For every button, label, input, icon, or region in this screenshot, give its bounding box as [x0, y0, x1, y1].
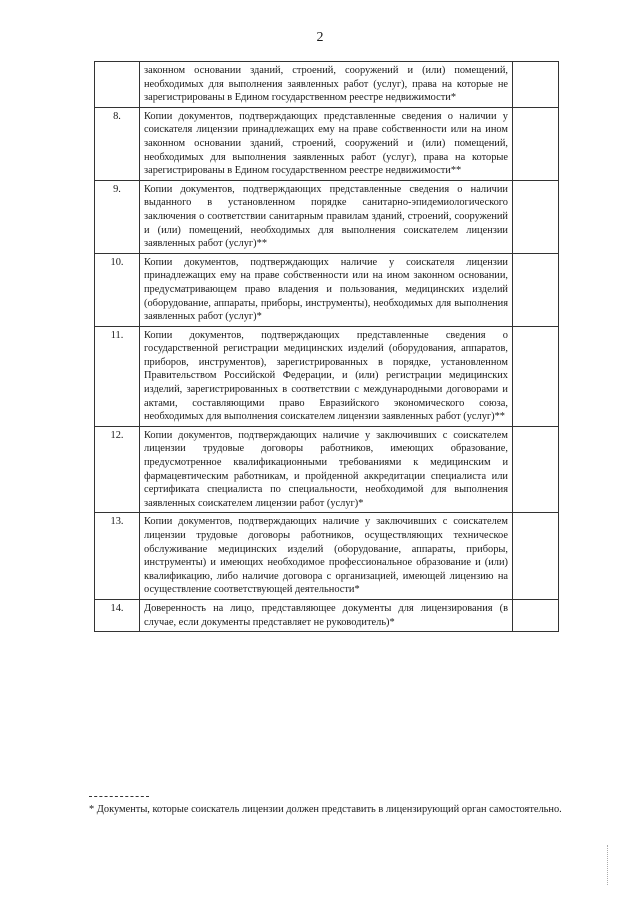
row-number: 9.: [95, 180, 140, 253]
table-row: [95, 426, 559, 513]
row-empty-cell: [513, 253, 559, 326]
row-empty-cell: [513, 62, 559, 108]
row-description: Копии документов, подтверждающих наличие у заключивших с соискателем лицензии трудовые договоры работников, осуществляющих техническое обслуживание медицинских изделий (оборудование, аппараты, приборы, инструменты) и имеющих необходимое профессиональное образование и (или) квалификацию, либо наличие договора с организацией, имеющей лицензию на осуществление соответствующей деятельности*: [140, 513, 513, 600]
row-number: 8.: [95, 107, 140, 180]
row-number: 14.: [95, 599, 140, 631]
row-empty-cell: [513, 107, 559, 180]
footnote: * Документы, которые соискатель лицензии должен представить в лицензирующий орган самостоятельно.: [89, 804, 562, 815]
row-empty-cell: [513, 426, 559, 513]
table-row: [95, 107, 559, 180]
table-row: [95, 253, 559, 326]
row-description: Копии документов, подтверждающих представленные сведения о наличии у соискателя лицензии принадлежащих ему на праве собственности или на ином законном основании зданий, строений, сооружений и (или) помещений, необходимых для выполнения заявленных работ (услуг), права на которые зарегистрированы в Едином государственном реестре недвижимости**: [140, 107, 513, 180]
footnote-separator: [89, 796, 149, 797]
row-empty-cell: [513, 180, 559, 253]
row-description: Копии документов, подтверждающих представленные сведения о наличии выданного в установленном порядке санитарно-эпидемиологического заключения о соответствии санитарным правилам зданий, строений, сооружений и (или) помещений, необходимых для выполнения соискателем лицензии заявленных работ (услуг)**: [140, 180, 513, 253]
row-number: 13.: [95, 513, 140, 600]
table-row: [95, 180, 559, 253]
table-row: [95, 62, 559, 108]
row-description: Копии документов, подтверждающих наличие у соискателя лицензии принадлежащих ему на праве собственности или на ином законном основании, предусматривающем право владения и пользования, медицинских изделий (оборудование, аппараты, приборы, инструменты), необходимых для выполнения заявленных работ (услуг)*: [140, 253, 513, 326]
row-description: Копии документов, подтверждающих наличие у заключивших с соискателем лицензии трудовые договоры работников, имеющих образование, предусмотренное квалификационными требованиями к медицинским и фармацевтическим работникам, и пройденной аккредитации специалиста или сертификата специалиста по специальности, необходимой для выполнения заявленных соискателем лицензии работ (услуг)*: [140, 426, 513, 513]
row-number: 10.: [95, 253, 140, 326]
row-number: [95, 62, 140, 108]
row-description: Копии документов, подтверждающих представленные сведения о государственной регистрации медицинских изделий (оборудования, аппаратов, приборов, инструментов), зарегистрированных в порядке, установленном Правительством Российской Федерации, и (или) регистрации медицинских изделий, зарегистрированных в соответствии с международными договорами и актами, составляющими право Евразийского экономического союза, необходимых для выполнения соискателем лицензии заявленных работ (услуг)**: [140, 326, 513, 426]
row-description: законном основании зданий, строений, сооружений и (или) помещений, необходимых для выполнения заявленных работ (услуг), права на которые не зарегистрированы в Едином государственном реестре недвижимости*: [140, 62, 513, 108]
page-number: 2: [316, 30, 324, 45]
row-number: 12.: [95, 426, 140, 513]
row-empty-cell: [513, 326, 559, 426]
row-empty-cell: [513, 599, 559, 631]
row-number: 11.: [95, 326, 140, 426]
row-description: Доверенность на лицо, представляющее документы для лицензирования (в случае, если документы представляет не руководитель)*: [140, 599, 513, 631]
scan-edge-marks: [607, 845, 616, 885]
table-row: [95, 599, 559, 631]
row-empty-cell: [513, 513, 559, 600]
table-row: [95, 513, 559, 600]
table-row: [95, 326, 559, 426]
documents-table: [94, 61, 559, 632]
